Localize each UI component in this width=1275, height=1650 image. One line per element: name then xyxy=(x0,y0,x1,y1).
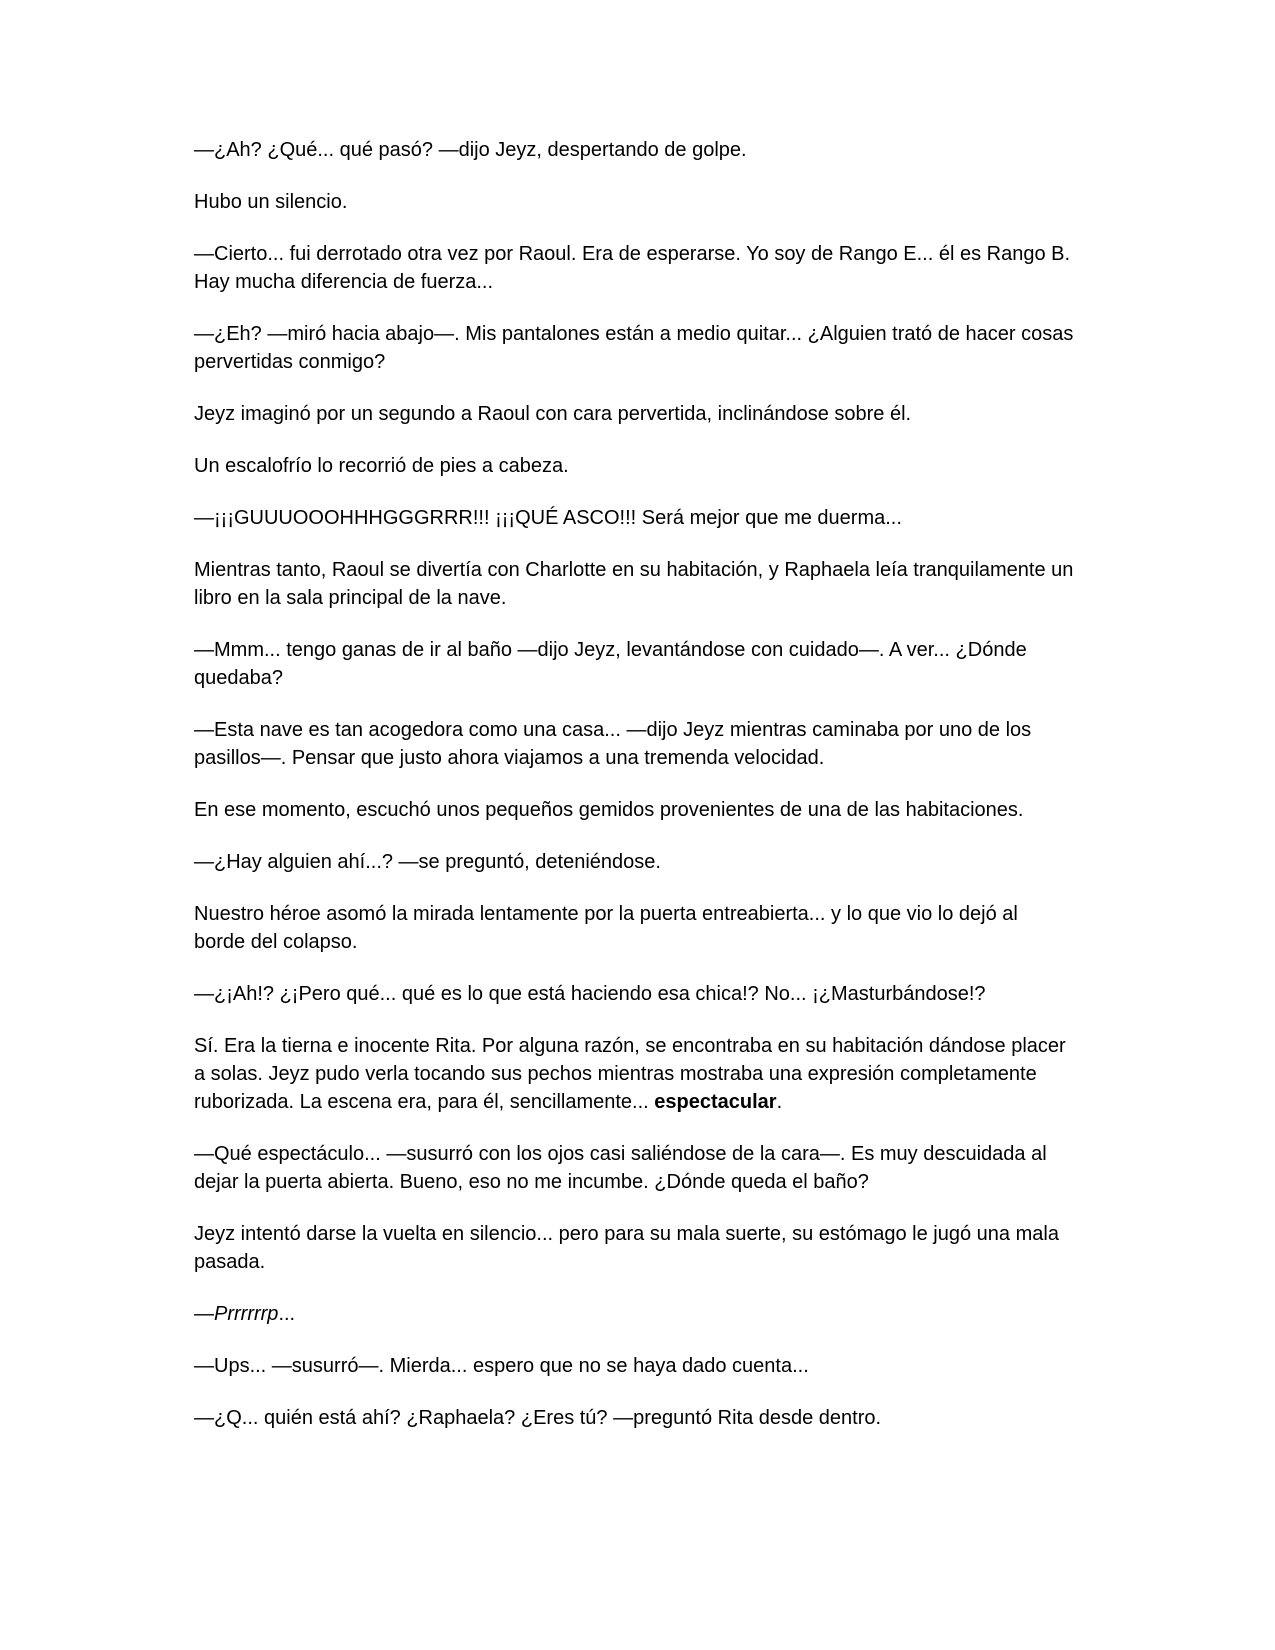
paragraph-text: Sí. Era la tierna e inocente Rita. Por alguna razón, se encontraba en su habitación dándose placer a solas. Jeyz pudo verla tocando sus pechos mientras mostraba una expresión completamente ruborizada. La escena era, para él, sencillamente... xyxy=(194,1035,1066,1113)
document-page xyxy=(194,136,1074,1456)
paragraph xyxy=(194,1032,1074,1116)
paragraph: —¿Q... quién está ahí? ¿Raphaela? ¿Eres tú? —preguntó Rita desde dentro. xyxy=(194,1407,882,1429)
paragraph: Un escalofrío lo recorrió de pies a cabeza. xyxy=(194,455,569,477)
dash: — xyxy=(194,1303,214,1325)
paragraph: —¿Eh? —miró hacia abajo—. Mis pantalones están a medio quitar... ¿Alguien trató de hacer cosas pervertidas conmigo? xyxy=(194,323,1074,373)
paragraph-text-end: . xyxy=(776,1091,783,1113)
paragraph: —Ups... —susurró—. Mierda... espero que no se haya dado cuenta... xyxy=(194,1355,809,1377)
paragraph xyxy=(194,1300,1074,1328)
paragraph: —¡¡¡GUUUOOOHHHGGGRRR!!! ¡¡¡QUÉ ASCO!!! Será mejor que me duerma... xyxy=(194,507,902,529)
paragraph: —Cierto... fui derrotado otra vez por Raoul. Era de esperarse. Yo soy de Rango E... él es Rango B. Hay mucha diferencia de fuerza... xyxy=(194,243,1071,293)
italic-sound: Prrrrrrp xyxy=(214,1303,279,1325)
paragraph: —Esta nave es tan acogedora como una casa... —dijo Jeyz mientras caminaba por uno de los pasillos—. Pensar que justo ahora viajamos a una tremenda velocidad. xyxy=(194,719,1032,769)
paragraph: —¿Ah? ¿Qué... qué pasó? —dijo Jeyz, despertando de golpe. xyxy=(194,139,747,161)
paragraph: Jeyz imaginó por un segundo a Raoul con cara pervertida, inclinándose sobre él. xyxy=(194,403,912,425)
paragraph: —¿Hay alguien ahí...? —se preguntó, deteniéndose. xyxy=(194,851,661,873)
paragraph: Mientras tanto, Raoul se divertía con Charlotte en su habitación, y Raphaela leía tranquilamente un libro en la sala principal de la nave. xyxy=(194,559,1074,609)
paragraph: —Mmm... tengo ganas de ir al baño —dijo Jeyz, levantándose con cuidado—. A ver... ¿Dónde quedaba? xyxy=(194,639,1027,689)
ellipsis: ... xyxy=(278,1303,296,1325)
paragraph: Nuestro héroe asomó la mirada lentamente por la puerta entreabierta... y lo que vio lo dejó al borde del colapso. xyxy=(194,903,1018,953)
paragraph: En ese momento, escuchó unos pequeños gemidos provenientes de una de las habitaciones. xyxy=(194,799,1024,821)
bold-word: espectacular xyxy=(654,1091,777,1113)
paragraph: —¿¡Ah!? ¿¡Pero qué... qué es lo que está haciendo esa chica!? No... ¡¿Masturbándose!? xyxy=(194,983,986,1005)
paragraph: Hubo un silencio. xyxy=(194,191,348,213)
paragraph: —Qué espectáculo... —susurró con los ojos casi saliéndose de la cara—. Es muy descuidada al dejar la puerta abierta. Bueno, eso no me incumbe. ¿Dónde queda el baño? xyxy=(194,1143,1047,1193)
paragraph: Jeyz intentó darse la vuelta en silencio... pero para su mala suerte, su estómago le jugó una mala pasada. xyxy=(194,1223,1059,1273)
